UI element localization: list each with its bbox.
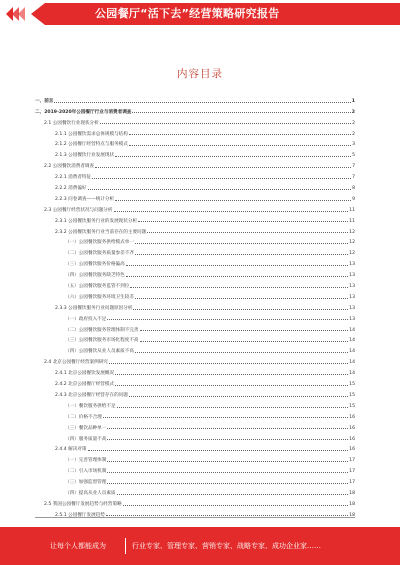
toc-entry-page: 17 (349, 480, 355, 486)
toc-entry-title: 2.5.1 公园餐厅发展趋势 (55, 512, 105, 518)
footer-slogan-right: 行业专家、管理专家、营销专家、战略专家、成功企业家…… (132, 542, 321, 550)
toc-entry[interactable] (35, 126, 355, 137)
toc-entry-page: 18 (349, 490, 355, 496)
toc-entry[interactable] (35, 235, 355, 246)
toc-entry-page: 18 (349, 512, 355, 518)
toc-entry-title: 2.4.4 解决对策 (55, 447, 87, 453)
toc-entry-title: 二、2019-2020年公园餐厅行业与消费者调查 (35, 109, 132, 115)
toc-entry-page: 15 (349, 403, 355, 409)
footer-divider (35, 517, 355, 518)
toc-entry-title: 2.4.2 北京公园餐厅经营模式 (55, 382, 115, 388)
toc-entry-title: （一）公园餐饮服务供给模式单一 (65, 240, 134, 246)
toc-entry-page: 8 (352, 186, 355, 192)
toc-entry[interactable] (35, 474, 355, 485)
toc-entry-page: 14 (349, 371, 355, 377)
toc-leader-dots (115, 200, 351, 201)
toc-entry-page: 7 (352, 164, 355, 170)
toc-leader-dots (126, 276, 348, 277)
toc-entry-title: （一）完善管理体制 (65, 458, 107, 464)
page-footer (0, 527, 400, 565)
toc-entry[interactable] (35, 180, 355, 191)
toc-entry-title: 2.2.2 消费偏好 (55, 186, 87, 192)
toc-entry-page: 3 (352, 142, 355, 148)
toc-leader-dots (103, 417, 348, 418)
toc-entry-page: 15 (349, 392, 355, 398)
toc-entry-page: 12 (349, 251, 355, 257)
toc-entry[interactable] (35, 104, 355, 115)
toc-entry-page: 11 (349, 207, 355, 213)
toc-leader-dots (135, 352, 348, 353)
toc-entry[interactable] (35, 169, 355, 180)
toc-entry-page: 14 (349, 327, 355, 333)
toc-entry[interactable] (35, 496, 355, 507)
toc-leader-dots (140, 341, 349, 342)
toc-leader-dots (95, 167, 351, 168)
toc-leader-dots (140, 330, 349, 331)
toc-entry[interactable] (35, 409, 355, 420)
toc-leader-dots (147, 232, 348, 233)
toc-leader-dots (107, 483, 348, 484)
toc-entry-title: 2.3 公园餐厅经营状况与问题分析 (44, 207, 113, 213)
toc-leader-dots (129, 134, 351, 135)
toc-entry-page: 2 (351, 109, 355, 115)
toc-entry-page: 11 (349, 218, 355, 224)
toc-entry[interactable] (35, 376, 355, 387)
toc-leader-dots (107, 439, 348, 440)
toc-entry-title: （三）餐饮品种单一 (65, 425, 107, 431)
toc-entry[interactable] (35, 256, 355, 267)
toc-entry[interactable] (35, 322, 355, 333)
toc-entry-page: 13 (349, 273, 355, 279)
toc-leader-dots (107, 428, 348, 429)
toc-entry[interactable] (35, 158, 355, 169)
toc-leader-dots (54, 102, 350, 103)
toc-leader-dots (126, 265, 348, 266)
toc-entry-title: （一）政府投入不足 (65, 316, 107, 322)
toc-entry-page: 7 (352, 175, 355, 181)
toc-entry[interactable] (35, 278, 355, 289)
toc-leader-dots (129, 145, 351, 146)
toc-entry-page: 14 (349, 349, 355, 355)
toc-entry-page: 16 (349, 436, 355, 442)
toc-entry-title: 2.3.3 公园餐饮服务行业问题原因分析 (55, 305, 133, 311)
toc-entry-title: （五）公园餐饮服务监管不到位 (65, 284, 130, 290)
toc-entry-page: 16 (349, 425, 355, 431)
toc-leader-dots (117, 494, 349, 495)
toc-entry-title: 2.1.2 公园餐厅经营特点与服务模式 (55, 142, 128, 148)
toc-leader-dots (123, 505, 348, 506)
toc-entry[interactable] (35, 147, 355, 158)
toc-entry-title: 2.2.1 消费者特征 (55, 175, 92, 181)
toc-entry-page: 16 (349, 414, 355, 420)
toc-entry-title: （二）公园餐饮服务质量参差不齐 (65, 251, 134, 257)
logo-icon (4, 3, 26, 25)
toc-entry-page: 17 (349, 469, 355, 475)
toc-entry[interactable] (35, 213, 355, 224)
toc-entry[interactable] (35, 452, 355, 463)
toc-leader-dots (100, 123, 351, 124)
toc-entry-title: （三）公园餐饮服务价格偏高 (65, 262, 125, 268)
toc-leader-dots (135, 298, 348, 299)
page-header (0, 0, 400, 28)
toc-leader-dots (117, 407, 349, 408)
toc-leader-dots (138, 221, 348, 222)
toc-entry[interactable] (35, 343, 355, 354)
toc-leader-dots (135, 243, 348, 244)
toc-leader-dots (115, 385, 348, 386)
toc-entry-title: 2.1.3 公园餐饮行业发展现状 (55, 153, 115, 159)
toc-entry-page: 13 (349, 284, 355, 290)
toc-entry-title: 一、前言 (35, 98, 54, 104)
toc-entry-title: （四）公园餐饮服务缺乏特色 (65, 273, 125, 279)
toc-entry-title: 2.4.1 北京公园餐饮发展概况 (55, 371, 115, 377)
toc-entry-title: （四）服务质量不高 (65, 436, 107, 442)
footer-separator (125, 538, 126, 554)
toc-entry-page: 14 (349, 360, 355, 366)
toc-leader-dots (107, 319, 348, 320)
toc-entry-page: 9 (352, 196, 355, 202)
toc-leader-dots (130, 287, 348, 288)
toc-entry-title: （六）公园餐饮服务环境卫生较差 (65, 294, 134, 300)
toc-entry-title: 2.4 北京公园餐厅经营案例研究 (44, 360, 108, 366)
toc-entry[interactable] (35, 115, 355, 126)
toc-entry-page: 16 (349, 447, 355, 453)
toc-heading: 内容目录 (177, 68, 223, 80)
toc-entry[interactable] (35, 420, 355, 431)
toc-entry[interactable] (35, 365, 355, 376)
toc-entry-title: （三）公园餐饮服务市场化程度不高 (65, 338, 139, 344)
toc-entry-title: （四）公园餐饮从业人员素质不高 (65, 349, 134, 355)
toc-leader-dots (135, 254, 348, 255)
toc-entry-page: 13 (349, 305, 355, 311)
toc-leader-dots (107, 472, 348, 473)
toc-entry[interactable] (35, 354, 355, 365)
toc-entry-page: 2 (352, 131, 355, 137)
toc-entry[interactable] (35, 191, 355, 202)
table-of-contents (35, 93, 355, 518)
toc-entry-page: 13 (349, 294, 355, 300)
toc-entry-page: 17 (349, 458, 355, 464)
toc-entry-title: 2.3.2 公园餐饮服务行业当前存在的主要问题 (55, 229, 147, 235)
toc-entry-title: （二）价格不合理 (65, 414, 102, 420)
toc-entry-title: 2.2.3 问卷调查——统计分析 (55, 196, 115, 202)
toc-leader-dots (133, 309, 348, 310)
toc-entry-title: （三）加强监督管理 (65, 480, 107, 486)
toc-leader-dots (115, 156, 351, 157)
toc-entry-title: （二）公园餐饮服务管理体制不完善 (65, 327, 139, 333)
toc-entry-page: 12 (349, 240, 355, 246)
toc-entry[interactable] (35, 431, 355, 442)
toc-entry-title: （一）餐饮服务供给不足 (65, 403, 116, 409)
toc-leader-dots (115, 374, 348, 375)
toc-entry-title: 2.4.3 北京公园餐厅经营存在的问题 (55, 392, 128, 398)
toc-entry[interactable] (35, 202, 355, 213)
toc-leader-dots (88, 450, 349, 451)
toc-entry-page: 18 (349, 501, 355, 507)
toc-leader-dots (92, 178, 351, 179)
toc-entry-title: 2.5 我国公园餐厅发展趋势与经营策略 (44, 501, 122, 507)
toc-entry-page: 5 (352, 153, 355, 159)
footer-slogan-left: 让每个人都能成为 (50, 542, 106, 550)
toc-entry-page: 2 (352, 120, 355, 126)
toc-entry[interactable] (35, 300, 355, 311)
toc-leader-dots (88, 189, 352, 190)
toc-entry[interactable] (35, 463, 355, 474)
toc-entry-title: 2.3.1 公园餐饮服务行业的发展现状分析 (55, 218, 138, 224)
toc-entry-page: 1 (351, 98, 355, 104)
toc-entry[interactable] (35, 289, 355, 300)
document-title: 公园餐厅“活下去”经营策略研究报告 (95, 7, 280, 20)
toc-entry-title: 2.1.1 公园餐饮需求总体规模与结构 (55, 131, 128, 137)
toc-leader-dots (107, 461, 348, 462)
toc-entry[interactable] (35, 442, 355, 453)
toc-entry[interactable] (35, 93, 355, 104)
toc-entry-title: 2.1 公园餐饮行业现状分析 (44, 120, 99, 126)
toc-entry-page: 12 (349, 229, 355, 235)
toc-entry-page: 13 (349, 262, 355, 268)
toc-entry-title: 2.2 公园餐饮消费者调查 (44, 164, 95, 170)
toc-leader-dots (132, 112, 350, 113)
toc-entry[interactable] (35, 398, 355, 409)
toc-entry[interactable] (35, 333, 355, 344)
toc-leader-dots (129, 396, 348, 397)
toc-entry[interactable] (35, 245, 355, 256)
toc-entry[interactable] (35, 267, 355, 278)
toc-entry[interactable] (35, 485, 355, 496)
toc-entry-page: 13 (349, 316, 355, 322)
toc-entry[interactable] (35, 387, 355, 398)
toc-entry-page: 14 (349, 338, 355, 344)
toc-leader-dots (114, 211, 349, 212)
toc-entry[interactable] (35, 137, 355, 148)
toc-entry[interactable] (35, 224, 355, 235)
toc-entry[interactable] (35, 311, 355, 322)
toc-leader-dots (109, 363, 348, 364)
toc-entry-title: （四）提高从业人员素质 (65, 490, 116, 496)
toc-entry-title: （二）引入市场机制 (65, 469, 107, 475)
toc-entry-page: 15 (349, 382, 355, 388)
